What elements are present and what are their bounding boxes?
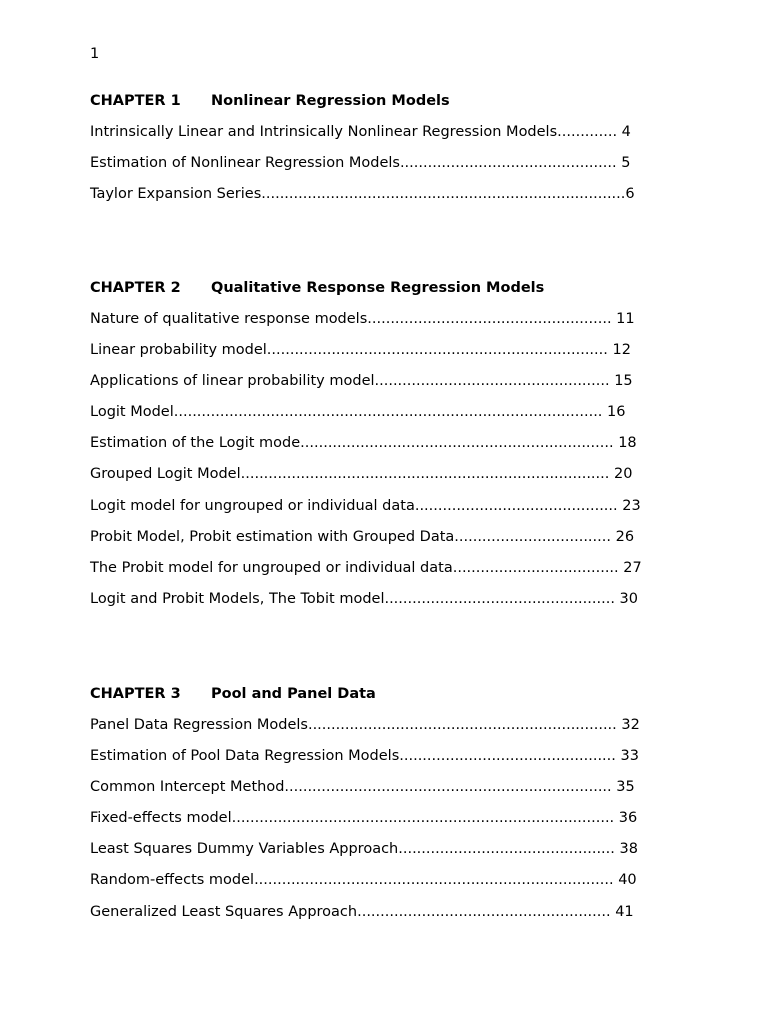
page-number: 1 (90, 46, 100, 62)
toc-entry: Estimation of Pool Data Regression Models............................................... 33 (90, 748, 639, 765)
chapter-2-section (90, 277, 690, 620)
toc-entry: Common Intercept Method....................................................................... 35 (90, 779, 635, 796)
toc-entry: Logit Model............................................................................................. 16 (90, 404, 626, 421)
toc-entry: Logit model for ungrouped or individual data............................................ 23 (90, 497, 641, 514)
chapter-1-section (90, 90, 690, 215)
chapter-heading (90, 683, 690, 705)
toc-entry: Intrinsically Linear and Intrinsically Nonlinear Regression Models............. 4 (90, 124, 631, 140)
toc-entry: Probit Model, Probit estimation with Grouped Data.................................. 26 (90, 528, 635, 545)
chapter-label: CHAPTER 2 (90, 280, 181, 296)
toc-entry: Logit and Probit Models, The Tobit model.................................................. 30 (90, 590, 638, 607)
toc-entry: Fixed-effects model................................................................................... 36 (90, 810, 638, 827)
toc-entry: Generalized Least Squares Approach....................................................... 41 (90, 903, 634, 920)
toc-entry: Random-effects model.............................................................................. 40 (90, 872, 637, 889)
toc-entry: Estimation of the Logit mode.................................................................... 18 (90, 435, 637, 452)
toc-entry: The Probit model for ungrouped or individual data.................................... 27 (90, 559, 642, 576)
chapter-label: CHAPTER 1 (90, 93, 181, 109)
chapter-heading (90, 90, 690, 112)
chapter-title: Qualitative Response Regression Models (211, 280, 545, 296)
chapter-label: CHAPTER 3 (90, 686, 181, 702)
toc-entry: Nature of qualitative response models..................................................... 11 (90, 311, 635, 327)
toc-entry: Linear probability model.......................................................................... 12 (90, 342, 631, 359)
toc-entry: Least Squares Dummy Variables Approach............................................... 38 (90, 841, 638, 858)
chapter-title: Nonlinear Regression Models (211, 93, 450, 109)
chapter-3-section (90, 683, 690, 933)
toc-entry: Applications of linear probability model................................................... 15 (90, 373, 633, 390)
chapter-heading (90, 277, 690, 299)
chapter-title: Pool and Panel Data (211, 686, 376, 702)
toc-entry: Estimation of Nonlinear Regression Models............................................... 5 (90, 155, 631, 172)
toc-entry: Grouped Logit Model................................................................................ 20 (90, 466, 633, 483)
toc-entry: Taylor Expansion Series...............................................................................6 (90, 186, 635, 203)
toc-entry: Panel Data Regression Models................................................................... 32 (90, 717, 640, 733)
